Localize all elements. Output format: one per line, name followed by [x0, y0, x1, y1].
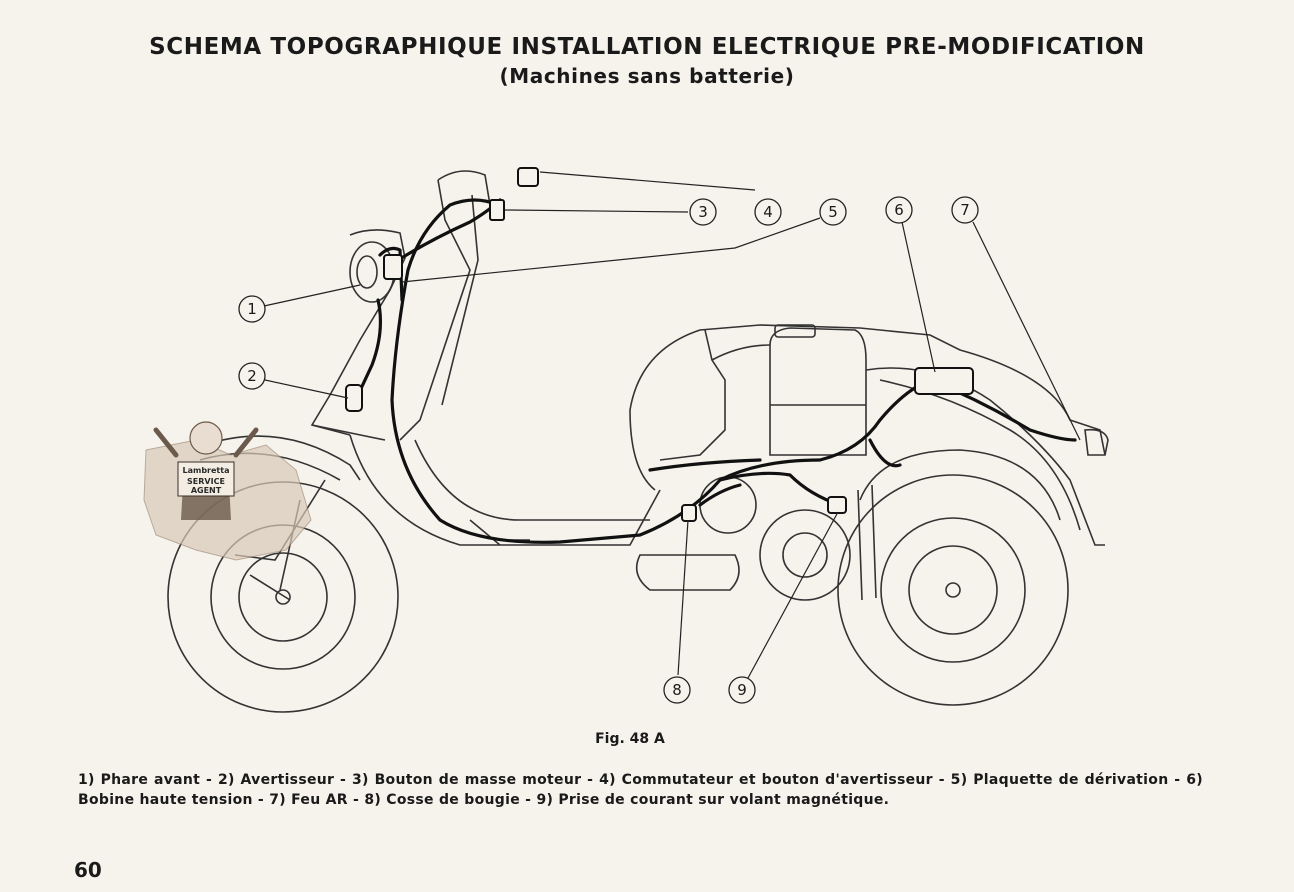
svg-text:2: 2 — [247, 367, 257, 385]
horn-component — [346, 385, 362, 411]
service-agent-watermark — [136, 410, 326, 570]
svg-text:1: 1 — [247, 300, 257, 318]
flywheel-socket-component — [828, 497, 846, 513]
silencer — [637, 555, 739, 590]
figure-legend: 1) Phare avant - 2) Avertisseur - 3) Bouton de masse moteur - 4) Commutateur et bouton d'avertisseur - 5) Plaquette de dérivation - 6) Bobine haute tension - 7) Feu AR - 8) Cosse de bougie - 9) Prise de courant sur volant magnétique. — [78, 772, 1203, 808]
stamp-line-2: SERVICE — [187, 477, 225, 486]
svg-text:9: 9 — [737, 681, 747, 699]
ignition-coil-component — [915, 368, 973, 394]
spark-plug-cap-component — [682, 505, 696, 521]
callout-7 — [952, 197, 978, 223]
callout-6 — [886, 197, 912, 223]
kill-button-component — [490, 200, 504, 220]
stamp-line-1: Lambretta — [182, 466, 230, 475]
figure-caption: Fig. 48 A — [595, 731, 665, 747]
svg-text:7: 7 — [960, 201, 970, 219]
callout-4 — [755, 199, 781, 225]
svg-text:5: 5 — [828, 203, 838, 221]
svg-text:8: 8 — [672, 681, 682, 699]
stamp-line-3: AGENT — [190, 486, 222, 495]
svg-text:3: 3 — [698, 203, 708, 221]
svg-text:6: 6 — [894, 201, 904, 219]
callout-8 — [664, 677, 690, 703]
callout-3 — [690, 199, 716, 225]
page-title: SCHEMA TOPOGRAPHIQUE INSTALLATION ELECTRIQUE PRE-MODIFICATION — [149, 34, 1145, 60]
callout-5 — [820, 199, 846, 225]
callout-2 — [239, 363, 265, 389]
callout-9 — [729, 677, 755, 703]
page-subtitle: (Machines sans batterie) — [499, 64, 795, 88]
handlebar-switch-component — [518, 168, 538, 186]
junction-plate-component — [384, 255, 402, 279]
callout-1 — [239, 296, 265, 322]
fuel-tank — [770, 328, 866, 455]
page-number: 60 — [74, 858, 102, 882]
leader-lines — [264, 172, 1080, 678]
svg-text:4: 4 — [763, 203, 773, 221]
